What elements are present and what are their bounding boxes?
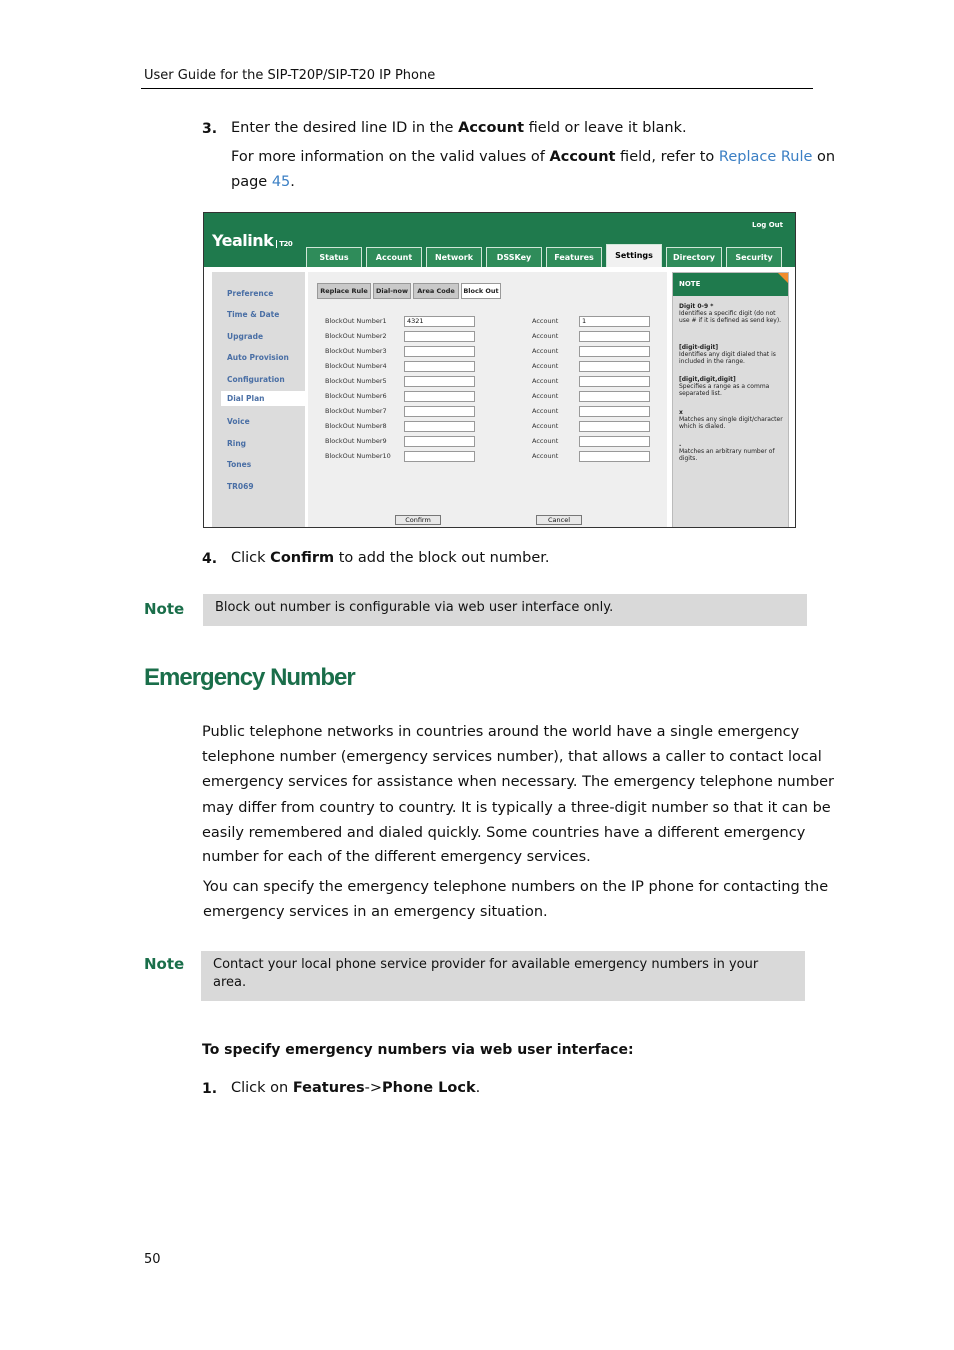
logout-link[interactable]: Log Out bbox=[752, 221, 783, 229]
subtab-block-out[interactable]: Block Out bbox=[461, 283, 501, 299]
account-label: Account bbox=[532, 362, 559, 370]
nav-tab-account[interactable]: Account bbox=[366, 247, 422, 267]
note-item bbox=[679, 441, 785, 462]
model-text: T20 bbox=[276, 240, 292, 248]
account-input[interactable] bbox=[579, 346, 650, 357]
web-ui-body bbox=[204, 267, 795, 528]
blockout-label: BlockOut Number1 bbox=[325, 317, 387, 325]
note-item-body: Identifies any digit dialed that is included in the range. bbox=[679, 351, 776, 365]
menu-auto-provision[interactable]: Auto Provision bbox=[227, 353, 289, 362]
step-text: . bbox=[290, 174, 295, 190]
settings-menu bbox=[212, 272, 305, 528]
note-item bbox=[679, 409, 785, 430]
nav-tab-settings[interactable]: Settings bbox=[606, 244, 662, 267]
nav-tab-features[interactable]: Features bbox=[546, 247, 602, 267]
blockout-number-input[interactable] bbox=[404, 436, 475, 447]
step-text: field or leave it blank. bbox=[524, 120, 687, 136]
dial-plan-form bbox=[308, 272, 667, 528]
note-box bbox=[203, 594, 807, 626]
note-item-body: Specifies a range as a comma separated list. bbox=[679, 383, 770, 397]
replace-rule-link[interactable]: Replace Rule bbox=[718, 149, 813, 165]
step-number: 1. bbox=[202, 1081, 218, 1097]
note-label: Note bbox=[144, 600, 185, 618]
step-4-text bbox=[231, 546, 550, 571]
step-text: Enter the desired line ID in the bbox=[231, 120, 459, 136]
account-label: Account bbox=[532, 422, 559, 430]
step-number: 3. bbox=[202, 121, 218, 137]
blockout-number-input[interactable] bbox=[404, 376, 475, 387]
blockout-label: BlockOut Number5 bbox=[325, 377, 387, 385]
subtab-dial-now[interactable]: Dial-now bbox=[373, 283, 411, 299]
menu-upgrade[interactable]: Upgrade bbox=[227, 332, 264, 341]
yealink-logo bbox=[212, 231, 292, 250]
note-panel bbox=[672, 272, 789, 528]
note-item-title: . bbox=[679, 441, 682, 448]
blockout-label: BlockOut Number10 bbox=[325, 452, 391, 460]
header-divider bbox=[141, 88, 813, 89]
blockout-label: BlockOut Number6 bbox=[325, 392, 387, 400]
step-text: to add the block out number. bbox=[334, 550, 550, 566]
menu-preference[interactable]: Preference bbox=[227, 289, 274, 298]
step-number: 4. bbox=[202, 551, 218, 567]
blockout-label: BlockOut Number2 bbox=[325, 332, 387, 340]
subtab-area-code[interactable]: Area Code bbox=[413, 283, 459, 299]
paragraph-line: easily remembered and dialed quickly. Some countries have a different emergency bbox=[202, 825, 806, 841]
menu-voice[interactable]: Voice bbox=[227, 417, 250, 426]
header-title: User Guide for the SIP-T20P/SIP-T20 IP Phone bbox=[144, 68, 436, 83]
paragraph-line: emergency services for assistance when necessary. The emergency telephone number bbox=[202, 774, 834, 790]
menu-configuration[interactable]: Configuration bbox=[227, 375, 285, 384]
confirm-term: Confirm bbox=[270, 550, 335, 566]
web-ui-screenshot bbox=[203, 212, 796, 528]
nav-tab-directory[interactable]: Directory bbox=[666, 247, 722, 267]
note-item-body: Identifies a specific digit (do not use # if it is defined as send key). bbox=[679, 310, 782, 324]
note-item-title: Digit 0-9 * bbox=[679, 303, 714, 310]
note-item-body: Matches any single digit/character which is dialed. bbox=[679, 416, 783, 430]
logo-text: Yealink bbox=[212, 231, 274, 250]
phone-lock-term: Phone Lock bbox=[382, 1080, 476, 1096]
paragraph-line: Public telephone networks in countries around the world have a single emergency bbox=[202, 724, 800, 740]
account-label: Account bbox=[532, 377, 559, 385]
section-title: Emergency Number bbox=[144, 664, 355, 691]
note-item-title: x bbox=[679, 409, 683, 416]
note-text: Block out number is configurable via web user interface only. bbox=[215, 600, 614, 615]
menu-dial-plan[interactable]: Dial Plan bbox=[221, 391, 305, 406]
web-ui-header bbox=[204, 213, 795, 267]
account-input[interactable] bbox=[579, 421, 650, 432]
blockout-label: BlockOut Number7 bbox=[325, 407, 387, 415]
account-input[interactable] bbox=[579, 406, 650, 417]
nav-tab-dsskey[interactable]: DSSKey bbox=[486, 247, 542, 267]
note-item bbox=[679, 344, 785, 365]
account-label: Account bbox=[532, 317, 559, 325]
note-box bbox=[201, 951, 805, 1001]
note-title: NOTE bbox=[673, 273, 788, 296]
account-input[interactable] bbox=[579, 331, 650, 342]
step-text: Click on bbox=[231, 1080, 293, 1096]
blockout-label: BlockOut Number8 bbox=[325, 422, 387, 430]
step-text: . bbox=[475, 1080, 481, 1096]
blockout-label: BlockOut Number3 bbox=[325, 347, 387, 355]
note-corner-icon bbox=[778, 273, 788, 283]
subtab-replace-rule[interactable]: Replace Rule bbox=[317, 283, 371, 299]
note-text: Contact your local phone service provider for available emergency numbers in your bbox=[213, 957, 759, 972]
account-input[interactable] bbox=[579, 376, 650, 387]
account-input[interactable] bbox=[579, 451, 650, 462]
note-item-body: Matches an arbitrary number of digits. bbox=[679, 448, 775, 462]
blockout-number-input[interactable] bbox=[404, 406, 475, 417]
account-input[interactable] bbox=[579, 391, 650, 402]
blockout-number-input[interactable] bbox=[404, 331, 475, 342]
account-label: Account bbox=[532, 437, 559, 445]
blockout-number-input[interactable]: 4321 bbox=[404, 316, 475, 327]
step-text: on bbox=[812, 149, 836, 165]
blockout-number-input[interactable] bbox=[404, 421, 475, 432]
note-item bbox=[679, 376, 785, 397]
note-label: Note bbox=[144, 955, 185, 973]
page-45-link[interactable]: 45 bbox=[271, 174, 291, 190]
blockout-label: BlockOut Number9 bbox=[325, 437, 387, 445]
nav-tab-status[interactable]: Status bbox=[306, 247, 362, 267]
account-label: Account bbox=[532, 452, 559, 460]
note-item-title: [digit,digit,digit] bbox=[679, 376, 736, 383]
account-label: Account bbox=[532, 392, 559, 400]
blockout-number-input[interactable] bbox=[404, 346, 475, 357]
menu-tr069[interactable]: TR069 bbox=[227, 482, 254, 491]
blockout-number-input[interactable] bbox=[404, 391, 475, 402]
confirm-button[interactable]: Confirm bbox=[395, 515, 441, 525]
step-text: Click bbox=[231, 550, 271, 566]
paragraph-line: telephone number (emergency services number), that allows a caller to contact local bbox=[202, 749, 822, 765]
note-item-title: [digit-digit] bbox=[679, 344, 719, 351]
paragraph-line: number for each of the different emergency services. bbox=[202, 849, 591, 865]
features-term: Features bbox=[292, 1080, 365, 1096]
step-text: For more information on the valid values of bbox=[231, 149, 550, 165]
account-term: Account bbox=[458, 120, 525, 136]
nav-tab-security[interactable]: Security bbox=[726, 247, 782, 267]
procedure-title: To specify emergency numbers via web user interface: bbox=[202, 1042, 634, 1058]
paragraph-line: emergency services in an emergency situation. bbox=[203, 904, 548, 920]
note-item bbox=[679, 303, 785, 324]
cancel-button[interactable]: Cancel bbox=[536, 515, 582, 525]
note-text: area. bbox=[213, 975, 247, 990]
account-input[interactable]: 1 bbox=[579, 316, 650, 327]
paragraph-line: may differ from country to country. It is typically a three-digit number so that it can be bbox=[202, 800, 831, 816]
step-3-text bbox=[231, 116, 687, 141]
account-label: Account bbox=[532, 347, 559, 355]
account-label: Account bbox=[532, 332, 559, 340]
blockout-number-input[interactable] bbox=[404, 361, 475, 372]
menu-tones[interactable]: Tones bbox=[227, 460, 252, 469]
step-text: field, refer to bbox=[615, 149, 719, 165]
step-1-text bbox=[231, 1076, 480, 1101]
paragraph-line: You can specify the emergency telephone numbers on the IP phone for contacting the bbox=[203, 879, 829, 895]
menu-time-date[interactable]: Time & Date bbox=[227, 310, 280, 319]
account-label: Account bbox=[532, 407, 559, 415]
page-number: 50 bbox=[144, 1252, 161, 1267]
account-term: Account bbox=[549, 149, 616, 165]
account-input[interactable] bbox=[579, 436, 650, 447]
menu-ring[interactable]: Ring bbox=[227, 439, 247, 448]
step-3-more bbox=[231, 145, 835, 170]
account-input[interactable] bbox=[579, 361, 650, 372]
blockout-number-input[interactable] bbox=[404, 451, 475, 462]
step-text: page bbox=[231, 174, 272, 190]
step-text: -> bbox=[364, 1080, 383, 1096]
blockout-label: BlockOut Number4 bbox=[325, 362, 387, 370]
nav-tab-network[interactable]: Network bbox=[426, 247, 482, 267]
step-3-page bbox=[231, 170, 295, 195]
